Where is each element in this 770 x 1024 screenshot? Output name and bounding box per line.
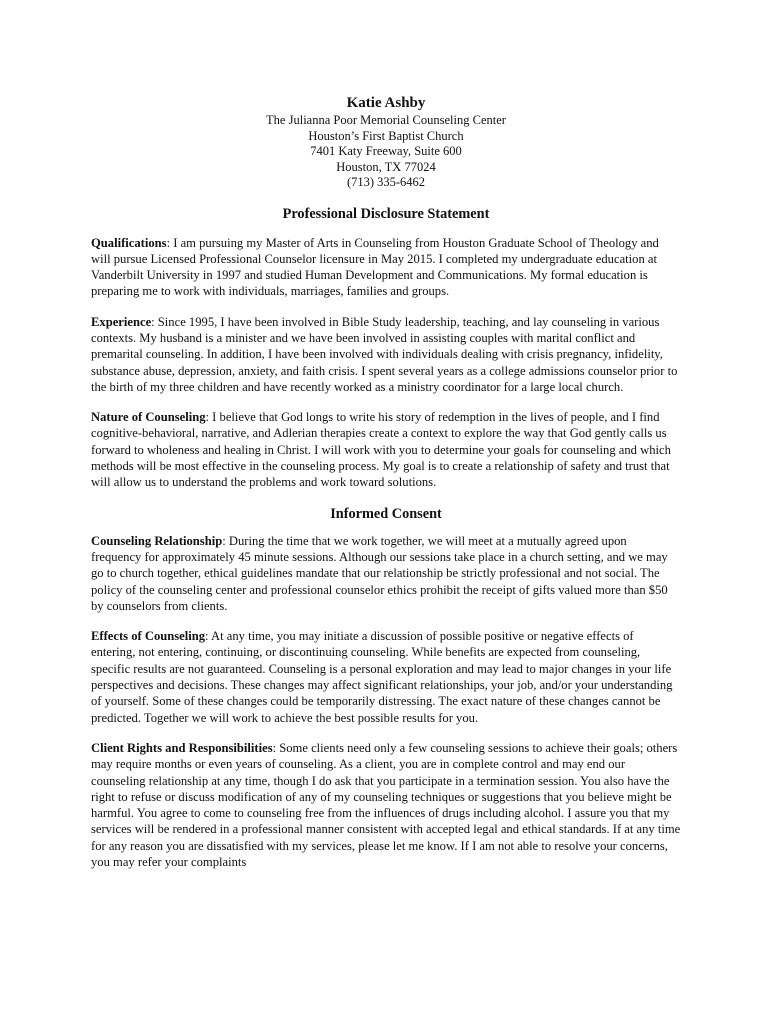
nature-label: Nature of Counseling xyxy=(91,410,206,425)
experience-label: Experience xyxy=(91,314,152,329)
consent-heading: Informed Consent xyxy=(330,505,442,522)
effects-label: Effects of Counseling xyxy=(91,629,206,644)
nature-text: : I believe that God longs to write his story of redemption in the lives of people, and I find cognitive-behavioral, narrative, and Adlerian therapies create a context to explore the way that God gently calls us forward to wholeness and healing in Christ. I will work with you to determine your goals for counseling and which methods will be most effective in the counseling process. My goal is to create a relationship of safety and trust that will allow us to understand the problems and work toward solutions. xyxy=(91,410,671,490)
rights-text: : Some clients need only a few counseling sessions to achieve their goals; others may require months or even years of counseling. As a client, you are in complete control and may end our counseling relationship at any time, though I do ask that you participate in a termination session. You also have the right to refuse or discuss modification of any of my counseling techniques or suggestions that you believe might be harmful. You agree to come to counseling free from the influences of drugs including alcohol. I assure you that my services will be rendered in a professional manner consistent with accepted legal and ethical standards. If at any time for any reason you are dissatisfied with my services, please let me know. If I am not able to resolve your concerns, you may refer your complaints xyxy=(91,740,681,869)
address-line-center: The Julianna Poor Memorial Counseling Center xyxy=(266,113,506,127)
qualifications-text: : I am pursuing my Master of Arts in Counseling from Houston Graduate School of Theology and will pursue Licensed Professional Counselor licensure in May 2015. I completed my undergraduate education at Vanderbilt University in 1997 and studied Human Development and Communications. My formal education is preparing me to work with individuals, marriages, families and groups. xyxy=(91,235,659,299)
relationship-paragraph xyxy=(91,533,681,614)
address-line-city: Houston, TX 77024 xyxy=(336,159,436,174)
address-line-phone: (713) 335-6462 xyxy=(346,175,426,189)
qualifications-paragraph xyxy=(91,235,681,300)
experience-text: : Since 1995, I have been involved in Bible Study leadership, teaching, and lay counseling in various contexts. My husband is a minister and we have been involved in assisting couples with marital conflict and premarital counseling. In addition, I have been involved with individuals dealing with crisis pregnancy, infidelity, substance abuse, depression, anxiety, and faith crisis. I spent several years as a college admissions counselor prior to the birth of my three children and have recently worked as a ministry coordinator for a large local church. xyxy=(91,314,678,394)
disclosure-heading: Professional Disclosure Statement xyxy=(282,205,490,222)
rights-paragraph xyxy=(91,740,681,870)
relationship-text-rest: frequency for approximately 45 minute sessions. Although our sessions take place in a church setting, and we may go to church together, ethical guidelines mandate that our relationship be strictly professional and not social. The policy of the counseling center and professional counselor ethics prohibit the receipt of gifts valued more than $50 by counselors from clients. xyxy=(91,549,668,613)
qualifications-label: Qualifications xyxy=(91,235,167,250)
nature-paragraph xyxy=(91,409,681,490)
experience-paragraph xyxy=(91,314,681,395)
relationship-label: Counseling Relationship xyxy=(91,533,223,548)
address-line-church: Houston’s First Baptist Church xyxy=(308,128,464,143)
document-page xyxy=(91,93,681,884)
counselor-name: Katie Ashby xyxy=(346,95,426,111)
effects-paragraph xyxy=(91,628,681,726)
effects-text: : At any time, you may initiate a discussion of possible positive or negative effects of entering, not entering, continuing, or discontinuing counseling. While benefits are expected from counseling, specific results are not guaranteed. Counseling is a personal exploration and may lead to major changes in your life perspectives and decisions. These changes may affect significant relationships, your job, and/or your understanding of yourself. Some of these changes could be temporarily distressing. The exact nature of these changes cannot be predicted. Together we will work to achieve the best possible results for you. xyxy=(91,629,673,725)
rights-label: Client Rights and Responsibilities xyxy=(91,740,273,755)
relationship-text-line1: : During the time that we work together, we will meet at a mutually agreed upon xyxy=(222,533,627,548)
address-line-street: 7401 Katy Freeway, Suite 600 xyxy=(310,144,462,158)
